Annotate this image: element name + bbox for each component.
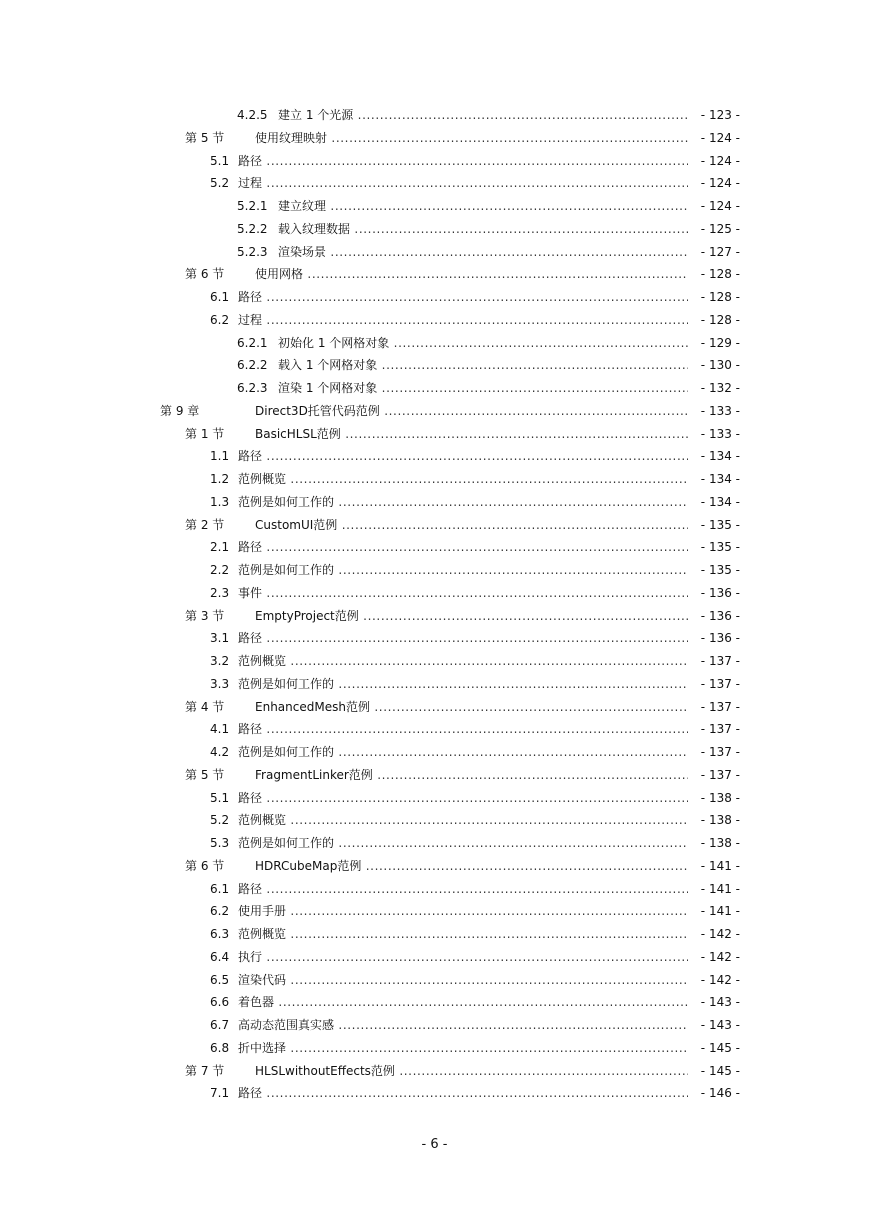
toc-entry-title: 路径 ..... <box>238 445 688 467</box>
toc-entry-number: 1.1 <box>210 449 230 464</box>
toc-entry-number: 第 3 节 <box>185 608 225 623</box>
toc-entry-title: CustomUI范例 ..... <box>255 514 688 536</box>
toc-entry-number: 1.3 <box>210 494 230 509</box>
toc-entry-title: 使用手册 ..... <box>238 900 688 922</box>
toc-entry-number: 3.2 <box>210 654 230 668</box>
toc-entry-page: - 124 - <box>688 150 740 172</box>
toc-entry-title: 路径 ..... <box>238 1082 688 1104</box>
toc-entry-page: - 136 - <box>688 582 740 604</box>
toc-entry-number: 6.4 <box>210 949 230 964</box>
toc-entry-page: - 132 - <box>688 377 740 399</box>
toc-entry-title: 路径 ..... <box>238 878 688 900</box>
toc-entry-number: 第 4 节 <box>185 699 225 714</box>
toc-entry-title: 范例概览 ..... <box>238 923 688 945</box>
toc-entry-page: - 145 - <box>688 1037 740 1059</box>
toc-entry-title: 使用网格 ..... <box>255 263 688 285</box>
toc-entry-title: 执行 ..... <box>238 946 688 968</box>
toc-entry[interactable] <box>0 718 869 740</box>
toc-entry[interactable] <box>0 605 869 627</box>
toc-entry[interactable] <box>0 127 869 149</box>
toc-entry[interactable] <box>0 195 869 217</box>
toc-entry-page: - 136 - <box>688 605 740 627</box>
toc-entry-page: - 135 - <box>688 559 740 581</box>
toc-entry-title: 路径 ..... <box>238 150 688 172</box>
toc-entry-number: 6.7 <box>210 1018 230 1032</box>
toc-entry[interactable] <box>0 104 869 126</box>
toc-entry-page: - 137 - <box>688 673 740 695</box>
toc-entry-page: - 128 - <box>688 309 740 331</box>
toc-entry[interactable] <box>0 536 869 558</box>
toc-entry-page: - 143 - <box>688 1014 740 1036</box>
toc-entry-page: - 127 - <box>688 241 740 263</box>
toc-entry-number: 5.2.1 <box>237 199 268 213</box>
toc-entry[interactable] <box>0 218 869 240</box>
toc-entry-page: - 124 - <box>688 195 740 217</box>
toc-entry[interactable] <box>0 1060 869 1082</box>
toc-entry-page: - 138 - <box>688 809 740 831</box>
toc-entry-page: - 141 - <box>688 900 740 922</box>
toc-entry-page: - 133 - <box>688 400 740 422</box>
toc-entry[interactable] <box>0 377 869 399</box>
toc-entry-page: - 145 - <box>688 1060 740 1082</box>
toc-entry[interactable] <box>0 969 869 991</box>
toc-entry[interactable] <box>0 787 869 809</box>
toc-entry-page: - 125 - <box>688 218 740 240</box>
toc-entry-page: - 124 - <box>688 127 740 149</box>
toc-entry[interactable] <box>0 1082 869 1104</box>
toc-entry-title: 范例是如何工作的 ..... <box>238 832 688 854</box>
toc-entry-title: 折中选择 ..... <box>238 1037 688 1059</box>
toc-entry[interactable] <box>0 1037 869 1059</box>
toc-entry-number: 第 6 节 <box>185 267 225 282</box>
toc-entry-title: FragmentLinker范例 ..... <box>255 764 688 786</box>
toc-entry-title: 路径 ..... <box>238 286 688 308</box>
toc-entry-title: 渲染场景 ..... <box>278 241 688 263</box>
toc-entry-page: - 141 - <box>688 878 740 900</box>
toc-entry-number: 5.1 <box>210 153 230 168</box>
page-number: - 6 - <box>421 1137 448 1152</box>
toc-entry-number: 5.2 <box>210 813 230 828</box>
toc-entry-number: 3.1 <box>210 631 230 646</box>
toc-entry-title: 渲染 1 个网格对象 ..... <box>278 377 688 399</box>
toc-entry-title: EmptyProject范例 ..... <box>255 605 688 627</box>
toc-entry-title: 路径 ..... <box>238 627 688 649</box>
toc-entry-number: 5.2.2 <box>237 221 268 236</box>
toc-entry-page: - 137 - <box>688 741 740 763</box>
toc-entry-page: - 134 - <box>688 468 740 490</box>
toc-entry-page: - 138 - <box>688 787 740 809</box>
toc-entry-title: 载入 1 个网格对象 ..... <box>278 354 688 376</box>
toc-entry[interactable] <box>0 878 869 900</box>
toc-entry-page: - 133 - <box>688 423 740 445</box>
toc-entry-title: EnhancedMesh范例 ..... <box>255 696 688 718</box>
toc-entry-page: - 124 - <box>688 172 740 194</box>
toc-entry-page: - 137 - <box>688 718 740 740</box>
toc-entry-number: 6.2.2 <box>237 358 268 373</box>
toc-entry[interactable] <box>0 559 869 581</box>
toc-entry-title: 事件 ..... <box>238 582 688 604</box>
toc-entry[interactable] <box>0 286 869 308</box>
toc-entry-number: 2.3 <box>210 585 230 600</box>
toc-entry-title: 过程 ..... <box>238 309 688 331</box>
toc-entry-page: - 130 - <box>688 354 740 376</box>
toc-entry[interactable] <box>0 855 869 877</box>
toc-entry[interactable] <box>0 445 869 467</box>
toc-entry-page: - 136 - <box>688 627 740 649</box>
toc-entry-number: 5.2.3 <box>237 244 268 259</box>
toc-entry-page: - 135 - <box>688 536 740 558</box>
toc-entry-title: 过程 ..... <box>238 172 688 194</box>
toc-entry-number: 6.3 <box>210 927 230 941</box>
toc-entry-page: - 135 - <box>688 514 740 536</box>
toc-entry[interactable] <box>0 582 869 604</box>
toc-entry-number: 第 2 节 <box>185 517 225 532</box>
toc-entry-number: 第 1 节 <box>185 426 225 441</box>
toc-entry-title: 渲染代码 ..... <box>238 969 688 991</box>
toc-entry-number: 1.2 <box>210 472 230 486</box>
toc-entry-number: 6.2 <box>210 312 230 327</box>
toc-entry-title: 范例概览 ..... <box>238 468 688 490</box>
toc-entry-number: 6.2.3 <box>237 381 268 395</box>
toc-entry[interactable] <box>0 354 869 376</box>
toc-entry[interactable] <box>0 150 869 172</box>
toc-entry-number: 2.1 <box>210 540 230 555</box>
toc-entry-page: - 142 - <box>688 923 740 945</box>
toc-entry[interactable] <box>0 764 869 786</box>
toc-entry-page: - 137 - <box>688 650 740 672</box>
toc-entry[interactable] <box>0 650 869 672</box>
toc-entry-title: 范例是如何工作的 ..... <box>238 741 688 763</box>
toc-entry-number: 6.5 <box>210 972 230 987</box>
toc-entry[interactable] <box>0 241 869 263</box>
toc-entry-title: 建立纹理 ..... <box>278 195 688 217</box>
toc-entry-title: 范例是如何工作的 ..... <box>238 559 688 581</box>
toc-entry[interactable] <box>0 832 869 854</box>
toc-entry[interactable] <box>0 514 869 536</box>
toc-entry[interactable] <box>0 946 869 968</box>
toc-entry-page: - 138 - <box>688 832 740 854</box>
toc-entry-number: 第 9 章 <box>160 403 200 418</box>
toc-entry-title: 路径 ..... <box>238 787 688 809</box>
toc-entry-number: 6.6 <box>210 995 230 1010</box>
toc-entry-number: 6.1 <box>210 290 230 304</box>
toc-entry-number: 4.2.5 <box>237 108 268 122</box>
toc-entry-number: 6.8 <box>210 1040 230 1055</box>
toc-entry-number: 4.1 <box>210 722 230 737</box>
toc-entry-number: 7.1 <box>210 1086 230 1101</box>
toc-entry-title: 高动态范围真实感 ..... <box>238 1014 688 1036</box>
toc-entry-page: - 134 - <box>688 491 740 513</box>
toc-entry-number: 6.1 <box>210 881 230 896</box>
toc-entry-number: 2.2 <box>210 563 230 577</box>
toc-entry-page: - 137 - <box>688 764 740 786</box>
toc-entry-title: 路径 ..... <box>238 718 688 740</box>
toc-entry-title: 着色器 ..... <box>238 991 688 1013</box>
toc-entry-page: - 143 - <box>688 991 740 1013</box>
toc-entry-title: Direct3D托管代码范例 ..... <box>255 400 688 422</box>
toc-entry-page: - 128 - <box>688 286 740 308</box>
toc-entry-title: BasicHLSL范例 ..... <box>255 423 688 445</box>
toc-entry[interactable] <box>0 309 869 331</box>
toc-entry[interactable] <box>0 809 869 831</box>
toc-entry[interactable] <box>0 673 869 695</box>
toc-entry-number: 5.3 <box>210 836 230 850</box>
toc-entry[interactable] <box>0 900 869 922</box>
toc-entry-number: 6.2.1 <box>237 335 268 350</box>
toc-entry[interactable] <box>0 1014 869 1036</box>
toc-entry[interactable] <box>0 923 869 945</box>
toc-entry-number: 第 6 节 <box>185 858 225 873</box>
toc-entry-page: - 137 - <box>688 696 740 718</box>
toc-entry-page: - 141 - <box>688 855 740 877</box>
toc-entry-page: - 142 - <box>688 969 740 991</box>
toc-entry-title: 范例概览 ..... <box>238 809 688 831</box>
toc-entry-number: 6.2 <box>210 904 230 919</box>
toc-entry-number: 第 7 节 <box>185 1063 225 1078</box>
toc-entry-page: - 134 - <box>688 445 740 467</box>
toc-entry[interactable] <box>0 491 869 513</box>
toc-entry-page: - 142 - <box>688 946 740 968</box>
toc-entry-title: HDRCubeMap范例 ..... <box>255 855 688 877</box>
toc-entry-number: 5.1 <box>210 790 230 805</box>
toc-entry-title: 范例是如何工作的 ..... <box>238 673 688 695</box>
toc-entry[interactable] <box>0 172 869 194</box>
toc-entry-title: 载入纹理数据 ..... <box>278 218 688 240</box>
toc-entry-page: - 128 - <box>688 263 740 285</box>
toc-entry-title: 初始化 1 个网格对象 ..... <box>278 332 688 354</box>
toc-entry[interactable] <box>0 263 869 285</box>
toc-entry-page: - 129 - <box>688 332 740 354</box>
toc-entry[interactable] <box>0 468 869 490</box>
toc-entry[interactable] <box>0 627 869 649</box>
toc-entry-number: 第 5 节 <box>185 130 225 145</box>
toc-entry[interactable] <box>0 332 869 354</box>
toc-entry-number: 4.2 <box>210 745 230 759</box>
toc-entry-number: 第 5 节 <box>185 767 225 782</box>
toc-entry[interactable] <box>0 696 869 718</box>
toc-entry[interactable] <box>0 991 869 1013</box>
toc-entry[interactable] <box>0 741 869 763</box>
toc-entry-page: - 146 - <box>688 1082 740 1104</box>
toc-entry-number: 5.2 <box>210 176 230 191</box>
toc-entry-title: 使用纹理映射 ..... <box>255 127 688 149</box>
toc-entry-title: HLSLwithoutEffects范例 ..... <box>255 1060 688 1082</box>
toc-entry-title: 范例概览 ..... <box>238 650 688 672</box>
toc-entry-title: 范例是如何工作的 ..... <box>238 491 688 513</box>
toc-entry[interactable] <box>0 400 869 422</box>
toc-entry-title: 路径 ..... <box>238 536 688 558</box>
toc-entry-page: - 123 - <box>688 104 740 126</box>
toc-entry-number: 3.3 <box>210 676 230 691</box>
toc-entry-title: 建立 1 个光源 ..... <box>278 104 688 126</box>
toc-entry[interactable] <box>0 423 869 445</box>
